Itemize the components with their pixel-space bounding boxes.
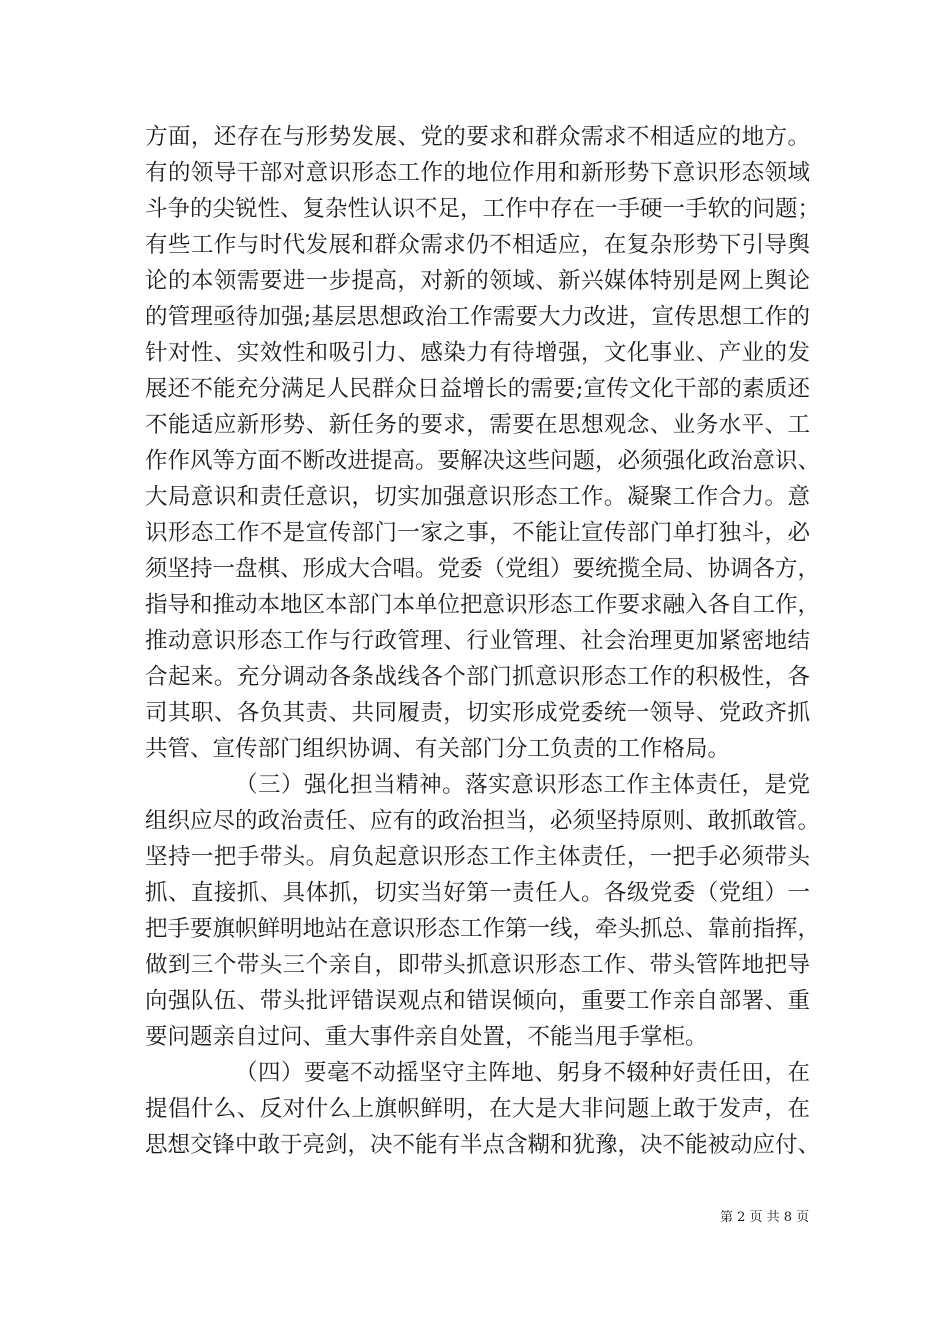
text-line: 共管、宣传部门组织协调、有关部门分工负责的工作格局。 <box>145 736 731 762</box>
text-line: 推动意识形态工作与行政管理、行业管理、社会治理更加紧密地结 <box>145 628 810 654</box>
text-line: 思想交锋中敢于亮剑，决不能有半点含糊和犹豫，决不能被动应付、 <box>145 1132 821 1158</box>
text-line: 须坚持一盘棋、形成大合唱。党委（党组）要统揽全局、协调各方， <box>145 556 821 582</box>
text-line: 合起来。充分调动各条战线各个部门抓意识形态工作的积极性，各 <box>145 664 810 690</box>
text-line: 司其职、各负其责、共同履责，切实形成党委统一领导、党政齐抓 <box>145 700 810 726</box>
text-line: 不能适应新形势、新任务的要求，需要在思想观念、业务水平、工 <box>145 412 810 438</box>
text-line: 提倡什么、反对什么上旗帜鲜明，在大是大非问题上敢于发声，在 <box>145 1096 810 1122</box>
text-line: 有些工作与时代发展和群众需求仍不相适应，在复杂形势下引导舆 <box>145 232 810 258</box>
text-line: 的管理亟待加强;基层思想政治工作需要大力改进，宣传思想工作的 <box>145 304 810 330</box>
text-line: 坚持一把手带头。肩负起意识形态工作主体责任，一把手必须带头 <box>145 844 810 870</box>
text-line: 展还不能充分满足人民群众日益增长的需要;宣传文化干部的素质还 <box>145 376 810 402</box>
text-line: 做到三个带头三个亲自，即带头抓意识形态工作、带头管阵地把导 <box>145 952 810 978</box>
text-line: 方面，还存在与形势发展、党的要求和群众需求不相适应的地方。 <box>145 124 810 150</box>
text-line: 指导和推动本地区本部门本单位把意识形态工作要求融入各自工作， <box>145 592 821 618</box>
text-line: 大局意识和责任意识，切实加强意识形态工作。凝聚工作合力。意 <box>145 484 810 510</box>
text-line: 向强队伍、带头批评错误观点和错误倾向，重要工作亲自部署、重 <box>145 988 810 1014</box>
text-line: 论的本领需要进一步提高，对新的领域、新兴媒体特别是网上舆论 <box>145 268 810 294</box>
text-line: 作作风等方面不断改进提高。要解决这些问题，必须强化政治意识、 <box>145 448 821 474</box>
text-line: 针对性、实效性和吸引力、感染力有待增强，文化事业、产业的发 <box>145 340 810 366</box>
text-line: 有的领导干部对意识形态工作的地位作用和新形势下意识形态领域 <box>145 160 810 186</box>
text-line: 抓、直接抓、具体抓，切实当好第一责任人。各级党委（党组）一 <box>145 880 810 906</box>
text-line: 要问题亲自过问、重大事件亲自处置，不能当甩手掌柜。 <box>145 1024 708 1050</box>
text-line: 把手要旗帜鲜明地站在意识形态工作第一线，牵头抓总、靠前指挥， <box>145 916 821 942</box>
paragraph-heading-line: （四）要毫不动摇坚守主阵地、躬身不辍种好责任田，在 <box>235 1060 810 1086</box>
page-number-footer: 第 2 页 共 8 页 <box>720 1210 810 1225</box>
text-line: 识形态工作不是宣传部门一家之事，不能让宣传部门单打独斗，必 <box>145 520 810 546</box>
text-line: 斗争的尖锐性、复杂性认识不足，工作中存在一手硬一手软的问题； <box>145 196 821 222</box>
paragraph-heading-line: （三）强化担当精神。落实意识形态工作主体责任，是党 <box>235 772 810 798</box>
text-line: 组织应尽的政治责任、应有的政治担当，必须坚持原则、敢抓敢管。 <box>145 808 821 834</box>
